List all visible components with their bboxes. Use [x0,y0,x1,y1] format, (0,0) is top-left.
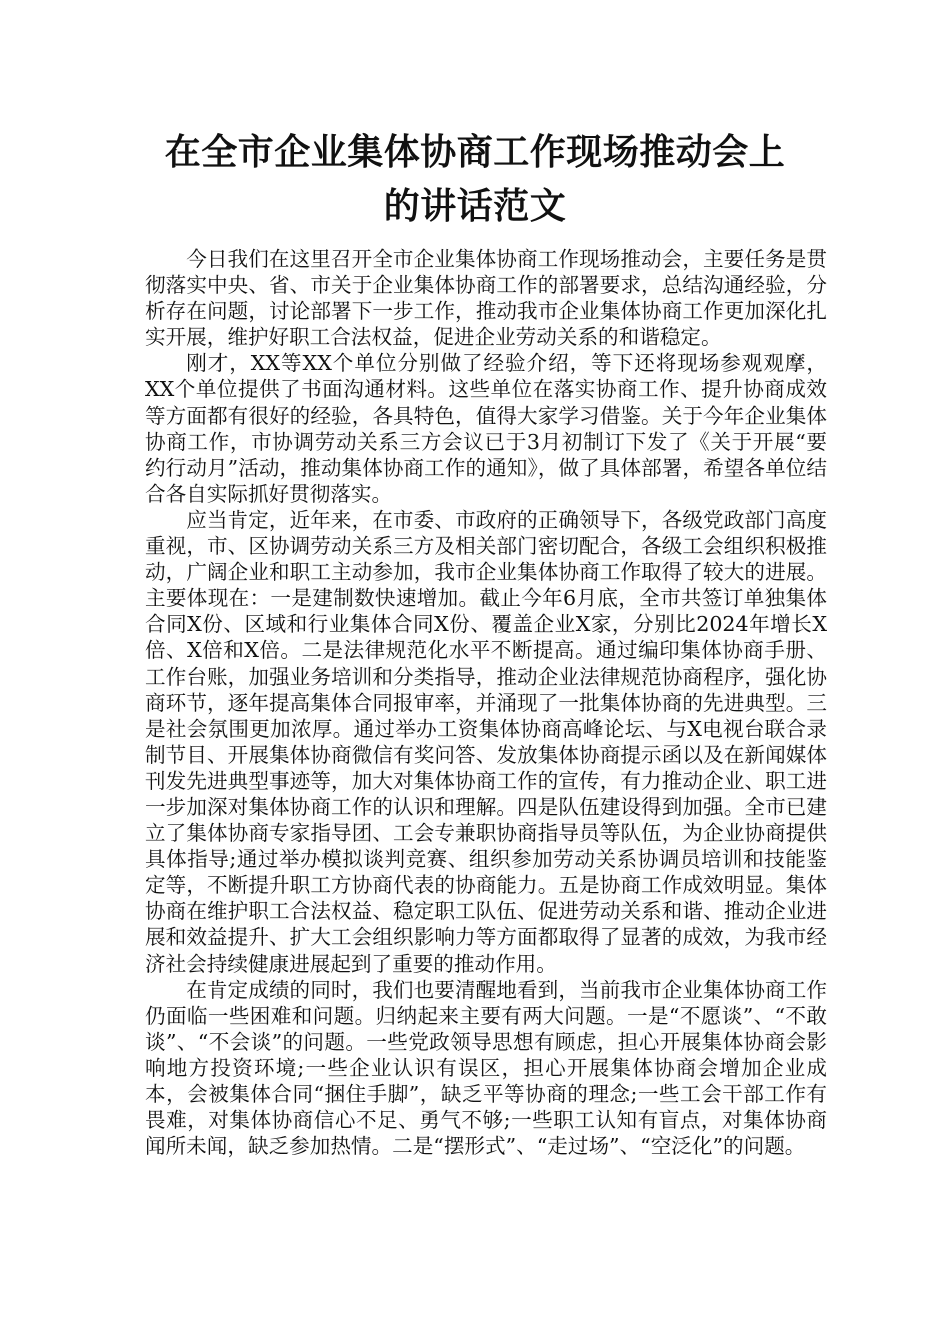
document-title-line-1: 在全市企业集体协商工作现场推动会上 [164,132,786,173]
paragraph-4: 在肯定成绩的同时，我们也要清醒地看到，当前我市企业集体协商工作仍面临一些困难和问题。归纳起来主要有两大问题。一是“不愿谈”、“不敢谈”、“不会谈”的问题。一些党政领导思想有顾虑，担心开展集体协商会影响地方投资环境;一些企业认识有误区，担心开展集体协商会增加企业成本，会被集体合同“捆住手脚”，缺乏平等协商的理念;一些工会干部工作有畏难，对集体协商信心不足、勇气不够;一些职工认知有盲点，对集体协商闻所未闻，缺乏参加热情。二是“摆形式”、“走过场”、“空泛化”的问题。 [145,977,827,1159]
paragraph-3: 应当肯定，近年来，在市委、市政府的正确领导下，各级党政部门高度重视，市、区协调劳动关系三方及相关部门密切配合，各级工会组织积极推动，广阔企业和职工主动参加，我市企业集体协商工作取得了较大的进展。主要体现在：一是建制数快速增加。截止今年6月底，全市共签订单独集体合同X份、区域和行业集体合同X份、覆盖企业X家，分别比2024年增长X倍、X倍和X倍。二是法律规范化水平不断提高。通过编印集体协商手册、工作台账，加强业务培训和分类指导，推动企业法律规范协商程序，强化协商环节，逐年提高集体合同报审率，并涌现了一批集体协商的先进典型。三是社会氛围更加浓厚。通过举办工资集体协商高峰论坛、与X电视台联合录制节目、开展集体协商微信有奖问答、发放集体协商提示函以及在新闻媒体刊发先进典型事迹等，加大对集体协商工作的宣传，有力推动企业、职工进一步加深对集体协商工作的认识和理解。四是队伍建设得到加强。全市已建立了集体协商专家指导团、工会专兼职协商指导员等队伍，为企业协商提供具体指导;通过举办模拟谈判竞赛、组织参加劳动关系协调员培训和技能鉴定等，不断提升职工方协商代表的协商能力。五是协商工作成效明显。集体协商在维护职工合法权益、稳定职工队伍、促进劳动关系和谐、推动企业进展和效益提升、扩大工会组织影响力等方面都取得了显著的成效，为我市经济社会持续健康进展起到了重要的推动作用。 [145,507,827,976]
paragraph-1: 今日我们在这里召开全市企业集体协商工作现场推动会，主要任务是贯彻落实中央、省、市关于企业集体协商工作的部署要求，总结沟通经验，分析存在问题，讨论部署下一步工作，推动我市企业集体协商工作更加深化扎实开展，维护好职工合法权益，促进企业劳动关系的和谐稳定。 [145,247,827,350]
document-title [120,126,830,234]
paragraph-2: 刚才，XX等XX个单位分别做了经验介绍，等下还将现场参观观摩，XX个单位提供了书面沟通材料。这些单位在落实协商工作、提升协商成效等方面都有很好的经验，各具特色，值得大家学习借鉴。关于今年企业集体协商工作，市协调劳动关系三方会议已于3月初制订下发了《关于开展“要约行动月”活动，推动集体协商工作的通知》，做了具体部署，希望各单位结合各自实际抓好贯彻落实。 [145,351,827,506]
document-title-line-2: 的讲话范文 [383,186,567,227]
document-body [145,246,827,1159]
